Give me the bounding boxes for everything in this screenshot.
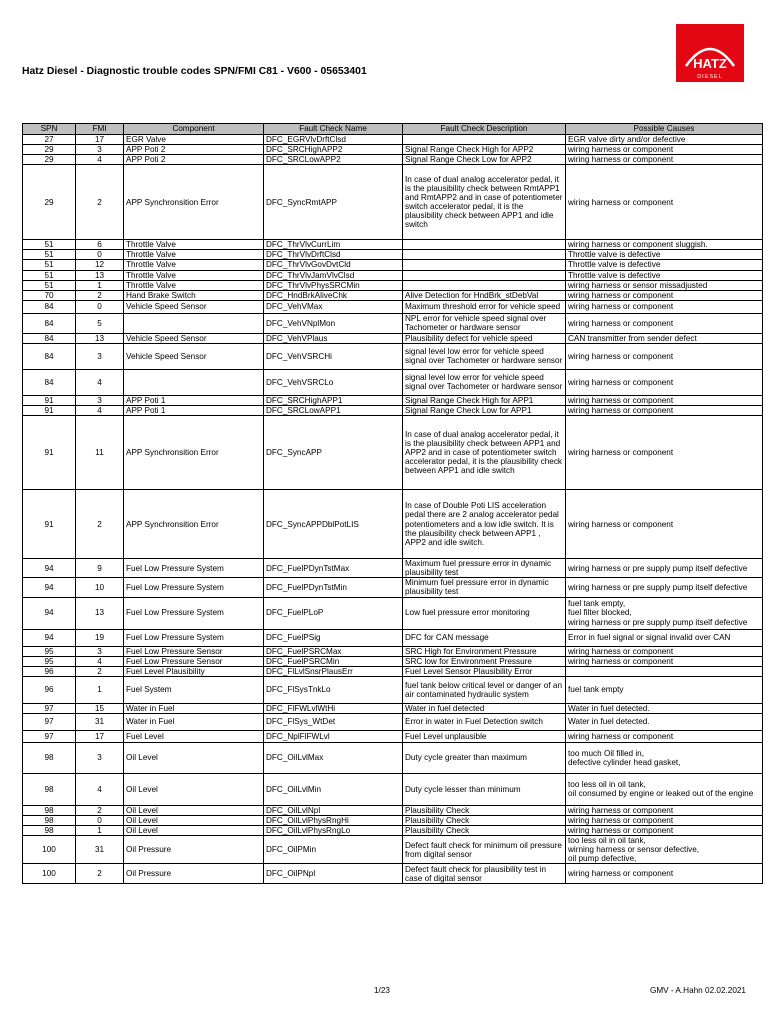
possible-causes-cell: wiring harness or component — [566, 300, 763, 313]
possible-causes-cell: wiring harness or component — [566, 730, 763, 742]
possible-causes-cell: wiring harness or sensor missadjusted — [566, 280, 763, 290]
fault-check-name-cell: DFC_EGRVlvDrftClsd — [264, 135, 403, 145]
table-row — [23, 826, 763, 836]
table-row — [23, 290, 763, 300]
spn-cell: 100 — [23, 864, 76, 884]
spn-cell: 96 — [23, 666, 76, 676]
fmi-cell: 1 — [76, 280, 124, 290]
fault-check-description-cell: Error in water in Fuel Detection switch — [403, 713, 566, 730]
fault-check-name-cell: DFC_OilLvlNpl — [264, 805, 403, 815]
fmi-cell: 9 — [76, 559, 124, 578]
table-row — [23, 597, 763, 629]
fault-check-name-cell: DFC_FuelPDynTstMin — [264, 578, 403, 597]
table-row — [23, 864, 763, 884]
spn-cell: 84 — [23, 313, 76, 333]
component-cell: APP Synchronsition Error — [124, 490, 264, 559]
component-cell — [124, 369, 264, 395]
fault-check-description-cell: Signal Range Check Low for APP1 — [403, 406, 566, 416]
table-row — [23, 240, 763, 250]
component-cell: Fuel Low Pressure System — [124, 629, 264, 646]
fmi-cell: 0 — [76, 815, 124, 825]
spn-cell: 98 — [23, 742, 76, 773]
fault-check-description-cell: Plausibility Check — [403, 815, 566, 825]
header-fault-check-description: Fault Check Description — [403, 124, 566, 135]
spn-cell: 94 — [23, 578, 76, 597]
possible-causes-cell: fuel tank empty, fuel filter blocked, wiring harness or pre supply pump itself defective — [566, 597, 763, 629]
spn-cell: 97 — [23, 713, 76, 730]
spn-cell: 91 — [23, 406, 76, 416]
spn-cell: 94 — [23, 559, 76, 578]
fmi-cell: 4 — [76, 773, 124, 805]
table-row — [23, 578, 763, 597]
spn-cell: 97 — [23, 730, 76, 742]
fmi-cell: 6 — [76, 240, 124, 250]
possible-causes-cell: wiring harness or component — [566, 145, 763, 155]
possible-causes-cell: EGR valve dirty and/or defective — [566, 135, 763, 145]
possible-causes-cell: wiring harness or component — [566, 165, 763, 240]
component-cell: Fuel Low Pressure System — [124, 559, 264, 578]
table-row — [23, 773, 763, 805]
fault-check-name-cell: DFC_OilPMin — [264, 836, 403, 864]
table-row — [23, 646, 763, 656]
fault-check-description-cell: DFC for CAN message — [403, 629, 566, 646]
fmi-cell: 3 — [76, 145, 124, 155]
fault-check-description-cell: Maximum threshold error for vehicle speed — [403, 300, 566, 313]
table-row — [23, 730, 763, 742]
fault-check-name-cell: DFC_FlSysTnkLo — [264, 676, 403, 703]
spn-cell: 98 — [23, 826, 76, 836]
logo-brand-text: HATZ — [693, 56, 727, 71]
component-cell: Throttle Valve — [124, 260, 264, 270]
table-row — [23, 742, 763, 773]
fault-check-name-cell: DFC_SRCHighAPP2 — [264, 145, 403, 155]
fmi-cell: 3 — [76, 742, 124, 773]
fault-check-name-cell: DFC_VehVSRCHi — [264, 343, 403, 369]
table-row — [23, 135, 763, 145]
fmi-cell: 3 — [76, 646, 124, 656]
fault-check-description-cell — [403, 135, 566, 145]
spn-cell: 51 — [23, 240, 76, 250]
fmi-cell: 12 — [76, 260, 124, 270]
fault-check-description-cell — [403, 260, 566, 270]
possible-causes-cell: fuel tank empty — [566, 676, 763, 703]
possible-causes-cell: wiring harness or pre supply pump itself defective — [566, 559, 763, 578]
table-row — [23, 406, 763, 416]
fault-check-name-cell: DFC_FlSys_WtDet — [264, 713, 403, 730]
fmi-cell: 13 — [76, 597, 124, 629]
table-row — [23, 280, 763, 290]
possible-causes-cell: wiring harness or component sluggish. — [566, 240, 763, 250]
table-row — [23, 145, 763, 155]
table-row — [23, 666, 763, 676]
spn-cell: 51 — [23, 270, 76, 280]
spn-cell: 84 — [23, 333, 76, 343]
fault-check-name-cell: DFC_ThrVlvJamVlvClsd — [264, 270, 403, 280]
spn-cell: 51 — [23, 260, 76, 270]
possible-causes-cell: wiring harness or component — [566, 826, 763, 836]
possible-causes-cell: wiring harness or component — [566, 815, 763, 825]
fmi-cell: 2 — [76, 864, 124, 884]
spn-cell: 51 — [23, 250, 76, 260]
spn-cell: 29 — [23, 155, 76, 165]
table-row — [23, 300, 763, 313]
table-row — [23, 656, 763, 666]
spn-cell: 95 — [23, 646, 76, 656]
spn-cell: 91 — [23, 395, 76, 405]
component-cell: Fuel Level Plausibility — [124, 666, 264, 676]
fault-check-description-cell: Signal Range Check Low for APP2 — [403, 155, 566, 165]
table-row — [23, 703, 763, 713]
fault-check-name-cell: DFC_FuelPSig — [264, 629, 403, 646]
fault-check-name-cell: DFC_FuelPSRCMax — [264, 646, 403, 656]
possible-causes-cell: Water in fuel detected. — [566, 713, 763, 730]
possible-causes-cell: wiring harness or component — [566, 656, 763, 666]
possible-causes-cell: Throttle valve is defective — [566, 250, 763, 260]
fault-check-name-cell: DFC_HndBrkAliveChk — [264, 290, 403, 300]
component-cell: Throttle Valve — [124, 240, 264, 250]
fault-check-description-cell: Plausibility defect for vehicle speed — [403, 333, 566, 343]
possible-causes-cell: wiring harness or component — [566, 395, 763, 405]
fault-check-description-cell: In case of Double Poti LIS acceleration pedal there are 2 analog accelerator pedal potentiometers and a low idle switch. It is the plausibility check between APP1 , APP2 and idle switch. — [403, 490, 566, 559]
component-cell: Fuel Low Pressure Sensor — [124, 656, 264, 666]
fault-check-name-cell: DFC_OilLvlPhysRngLo — [264, 826, 403, 836]
table-row — [23, 343, 763, 369]
possible-causes-cell: wiring harness or pre supply pump itself defective — [566, 578, 763, 597]
fault-check-description-cell — [403, 250, 566, 260]
component-cell: APP Poti 2 — [124, 145, 264, 155]
possible-causes-cell: too less oil in oil tank, oil consumed by engine or leaked out of the engine — [566, 773, 763, 805]
component-cell: Oil Pressure — [124, 836, 264, 864]
fault-check-description-cell: SRC low for Environment Pressure — [403, 656, 566, 666]
fmi-cell: 0 — [76, 300, 124, 313]
fault-check-description-cell: Water in fuel detected — [403, 703, 566, 713]
table-row — [23, 260, 763, 270]
fault-check-name-cell: DFC_SRCLowAPP2 — [264, 155, 403, 165]
spn-cell: 29 — [23, 165, 76, 240]
component-cell: Throttle Valve — [124, 270, 264, 280]
header-fmi: FMI — [76, 124, 124, 135]
possible-causes-cell: wiring harness or component — [566, 290, 763, 300]
fmi-cell: 2 — [76, 666, 124, 676]
spn-cell: 70 — [23, 290, 76, 300]
component-cell: APP Poti 1 — [124, 406, 264, 416]
fault-check-description-cell — [403, 280, 566, 290]
component-cell: Fuel Low Pressure Sensor — [124, 646, 264, 656]
fmi-cell: 1 — [76, 676, 124, 703]
table-row — [23, 313, 763, 333]
fmi-cell: 15 — [76, 703, 124, 713]
component-cell: Oil Level — [124, 773, 264, 805]
spn-cell: 51 — [23, 280, 76, 290]
spn-cell: 98 — [23, 805, 76, 815]
possible-causes-cell: Error in fuel signal or signal invalid over CAN — [566, 629, 763, 646]
spn-cell: 97 — [23, 703, 76, 713]
fault-check-description-cell: Signal Range Check High for APP1 — [403, 395, 566, 405]
fault-check-description-cell — [403, 240, 566, 250]
table-row — [23, 490, 763, 559]
possible-causes-cell: too less oil in oil tank, wirning harness or sensor defective, oil pump defective, — [566, 836, 763, 864]
possible-causes-cell: wiring harness or component — [566, 406, 763, 416]
table-header-row — [23, 124, 763, 135]
spn-cell: 91 — [23, 490, 76, 559]
header-possible-causes: Possible Causes — [566, 124, 763, 135]
fault-check-description-cell: Maximum fuel pressure error in dynamic plausibility test — [403, 559, 566, 578]
hatz-logo-graphic — [676, 24, 744, 82]
spn-cell: 96 — [23, 676, 76, 703]
spn-cell: 94 — [23, 597, 76, 629]
fmi-cell: 17 — [76, 135, 124, 145]
component-cell: Fuel Low Pressure System — [124, 578, 264, 597]
component-cell: Fuel Level — [124, 730, 264, 742]
fault-check-description-cell: signal level low error for vehicle speed signal over Tachometer or hardware sensor — [403, 343, 566, 369]
component-cell: Oil Level — [124, 826, 264, 836]
fmi-cell: 10 — [76, 578, 124, 597]
fault-check-description-cell: In case of dual analog accelerator pedal, it is the plausibility check between RmtAPP1 and RmtAPP2 and in case of potentiometer switch accelerator pedal, it is the plausibility check between APP1 and idle switch — [403, 165, 566, 240]
component-cell: Vehicle Speed Sensor — [124, 343, 264, 369]
spn-cell: 91 — [23, 416, 76, 490]
fmi-cell: 4 — [76, 406, 124, 416]
table-row — [23, 395, 763, 405]
component-cell: Vehicle Speed Sensor — [124, 333, 264, 343]
table-row — [23, 629, 763, 646]
spn-cell: 98 — [23, 773, 76, 805]
fault-check-description-cell: Low fuel pressure error monitoring — [403, 597, 566, 629]
fault-check-name-cell: DFC_FuelPSRCMin — [264, 656, 403, 666]
fault-check-description-cell: Plausibility Check — [403, 826, 566, 836]
possible-causes-cell: CAN transmitter from sender defect — [566, 333, 763, 343]
fault-check-name-cell: DFC_SRCLowAPP1 — [264, 406, 403, 416]
table-row — [23, 333, 763, 343]
possible-causes-cell: Throttle valve is defective — [566, 260, 763, 270]
fmi-cell: 13 — [76, 270, 124, 280]
fault-check-name-cell: DFC_FlLvlSnsrPlausErr — [264, 666, 403, 676]
fmi-cell: 17 — [76, 730, 124, 742]
component-cell: APP Synchronsition Error — [124, 416, 264, 490]
table-row — [23, 155, 763, 165]
spn-cell: 84 — [23, 369, 76, 395]
table-row — [23, 270, 763, 280]
possible-causes-cell: too much Oil filled in, defective cylinder head gasket, — [566, 742, 763, 773]
fmi-cell: 0 — [76, 250, 124, 260]
fmi-cell: 2 — [76, 805, 124, 815]
fault-check-description-cell — [403, 270, 566, 280]
component-cell: Water in Fuel — [124, 713, 264, 730]
header-component: Component — [124, 124, 264, 135]
fault-check-description-cell: Fuel Level Sensor Plausibility Error — [403, 666, 566, 676]
component-cell: Fuel Low Pressure System — [124, 597, 264, 629]
fault-check-description-cell: In case of dual analog accelerator pedal, it is the plausibility check between APP1 and APP2 and in case of potentiometer switch accelerator pedal, it is the plausibility check between APP1 and idle switch — [403, 416, 566, 490]
fmi-cell: 3 — [76, 343, 124, 369]
spn-cell: 29 — [23, 145, 76, 155]
fault-check-name-cell: DFC_SyncAPPDblPotLIS — [264, 490, 403, 559]
component-cell: APP Poti 1 — [124, 395, 264, 405]
fault-check-name-cell: DFC_SyncAPP — [264, 416, 403, 490]
spn-cell: 100 — [23, 836, 76, 864]
fmi-cell: 4 — [76, 369, 124, 395]
logo-sub-text: DIESEL — [697, 74, 723, 80]
fmi-cell: 5 — [76, 313, 124, 333]
component-cell: Oil Level — [124, 805, 264, 815]
table-row — [23, 369, 763, 395]
fmi-cell: 2 — [76, 290, 124, 300]
fault-check-name-cell: DFC_OilPNpl — [264, 864, 403, 884]
fault-check-name-cell: DFC_VehVNplMon — [264, 313, 403, 333]
spn-cell: 27 — [23, 135, 76, 145]
header-spn: SPN — [23, 124, 76, 135]
fmi-cell: 13 — [76, 333, 124, 343]
fault-check-name-cell: DFC_ThrVlvCurrLim — [264, 240, 403, 250]
table-row — [23, 250, 763, 260]
fmi-cell: 31 — [76, 713, 124, 730]
fault-check-name-cell: DFC_OilLvlMax — [264, 742, 403, 773]
fmi-cell: 2 — [76, 490, 124, 559]
component-cell: Vehicle Speed Sensor — [124, 300, 264, 313]
fault-check-description-cell: Minimum fuel pressure error in dynamic plausibility test — [403, 578, 566, 597]
component-cell: Hand Brake Switch — [124, 290, 264, 300]
table-row — [23, 559, 763, 578]
fault-check-description-cell: Defect fault check for minimum oil pressure from digital sensor — [403, 836, 566, 864]
fault-check-description-cell: Plausibility Check — [403, 805, 566, 815]
page-number: 1/23 — [374, 986, 390, 995]
hatz-diesel-logo — [676, 24, 744, 82]
component-cell: Oil Level — [124, 742, 264, 773]
table-row — [23, 416, 763, 490]
fmi-cell: 2 — [76, 165, 124, 240]
component-cell: Throttle Valve — [124, 280, 264, 290]
possible-causes-cell: Throttle valve is defective — [566, 270, 763, 280]
spn-cell: 84 — [23, 300, 76, 313]
fmi-cell: 19 — [76, 629, 124, 646]
fault-check-description-cell: SRC High for Environment Pressure — [403, 646, 566, 656]
fmi-cell: 31 — [76, 836, 124, 864]
fault-check-name-cell: DFC_NplFlFWLvl — [264, 730, 403, 742]
fault-check-description-cell: Signal Range Check High for APP2 — [403, 145, 566, 155]
fault-check-description-cell: NPL error for vehicle speed signal over Tachometer or hardware sensor — [403, 313, 566, 333]
fault-check-name-cell: DFC_ThrVlvPhysSRCMin — [264, 280, 403, 290]
fault-check-description-cell: Duty cycle lesser than minimum — [403, 773, 566, 805]
fmi-cell: 11 — [76, 416, 124, 490]
table-body — [23, 135, 763, 884]
component-cell: APP Poti 2 — [124, 155, 264, 165]
table-row — [23, 676, 763, 703]
fault-check-name-cell: DFC_ThrVlvDrftClsd — [264, 250, 403, 260]
possible-causes-cell: wiring harness or component — [566, 343, 763, 369]
fault-check-description-cell: fuel tank below critical level or danger of an air contaminated hydraulic system — [403, 676, 566, 703]
fault-check-description-cell: Fuel Level unplausible — [403, 730, 566, 742]
document-title: Hatz Diesel - Diagnostic trouble codes SPN/FMI C81 - V600 - 05653401 — [22, 66, 367, 77]
fault-check-description-cell: Duty cycle greater than maximum — [403, 742, 566, 773]
component-cell: Oil Pressure — [124, 864, 264, 884]
spn-cell: 94 — [23, 629, 76, 646]
component-cell: Oil Level — [124, 815, 264, 825]
possible-causes-cell — [566, 666, 763, 676]
fmi-cell: 1 — [76, 826, 124, 836]
fault-check-name-cell: DFC_VehVPlaus — [264, 333, 403, 343]
possible-causes-cell: wiring harness or component — [566, 313, 763, 333]
spn-cell: 98 — [23, 815, 76, 825]
possible-causes-cell: wiring harness or component — [566, 646, 763, 656]
fmi-cell: 4 — [76, 656, 124, 666]
diagnostic-codes-table — [22, 123, 763, 884]
fault-check-name-cell: DFC_VehVMax — [264, 300, 403, 313]
possible-causes-cell: wiring harness or component — [566, 490, 763, 559]
component-cell — [124, 313, 264, 333]
table-row — [23, 805, 763, 815]
table-row — [23, 165, 763, 240]
spn-cell: 84 — [23, 343, 76, 369]
fault-check-name-cell: DFC_SyncRmtAPP — [264, 165, 403, 240]
fault-check-name-cell: DFC_VehVSRCLo — [264, 369, 403, 395]
table-row — [23, 713, 763, 730]
fault-check-name-cell: DFC_OilLvlMin — [264, 773, 403, 805]
possible-causes-cell: wiring harness or component — [566, 864, 763, 884]
header-fault-check-name: Fault Check Name — [264, 124, 403, 135]
table-row — [23, 836, 763, 864]
table-row — [23, 815, 763, 825]
possible-causes-cell: wiring harness or component — [566, 805, 763, 815]
fault-check-description-cell: Defect fault check for plausibility test in case of digital sensor — [403, 864, 566, 884]
component-cell: Water in Fuel — [124, 703, 264, 713]
fault-check-name-cell: DFC_FlFWLvlWtHi — [264, 703, 403, 713]
possible-causes-cell: wiring harness or component — [566, 416, 763, 490]
fault-check-name-cell: DFC_SRCHighAPP1 — [264, 395, 403, 405]
possible-causes-cell: wiring harness or component — [566, 369, 763, 395]
component-cell: Fuel System — [124, 676, 264, 703]
possible-causes-cell: wiring harness or component — [566, 155, 763, 165]
fault-check-name-cell: DFC_ThrVlvGovDvtCld — [264, 260, 403, 270]
spn-cell: 95 — [23, 656, 76, 666]
fault-check-name-cell: DFC_FuelPLoP — [264, 597, 403, 629]
fault-check-name-cell: DFC_OilLvlPhysRngHi — [264, 815, 403, 825]
footer-author: GMV - A.Hahn 02.02.2021 — [649, 986, 746, 995]
fault-check-description-cell: Alive Detection for HndBrk_stDebVal — [403, 290, 566, 300]
fault-check-name-cell: DFC_FuelPDynTstMax — [264, 559, 403, 578]
component-cell: EGR Valve — [124, 135, 264, 145]
fault-check-description-cell: signal level low error for vehicle speed signal over Tachometer or hardware sensor — [403, 369, 566, 395]
fmi-cell: 4 — [76, 155, 124, 165]
component-cell: Throttle Valve — [124, 250, 264, 260]
possible-causes-cell: Water in fuel detected. — [566, 703, 763, 713]
fmi-cell: 3 — [76, 395, 124, 405]
component-cell: APP Synchronsition Error — [124, 165, 264, 240]
